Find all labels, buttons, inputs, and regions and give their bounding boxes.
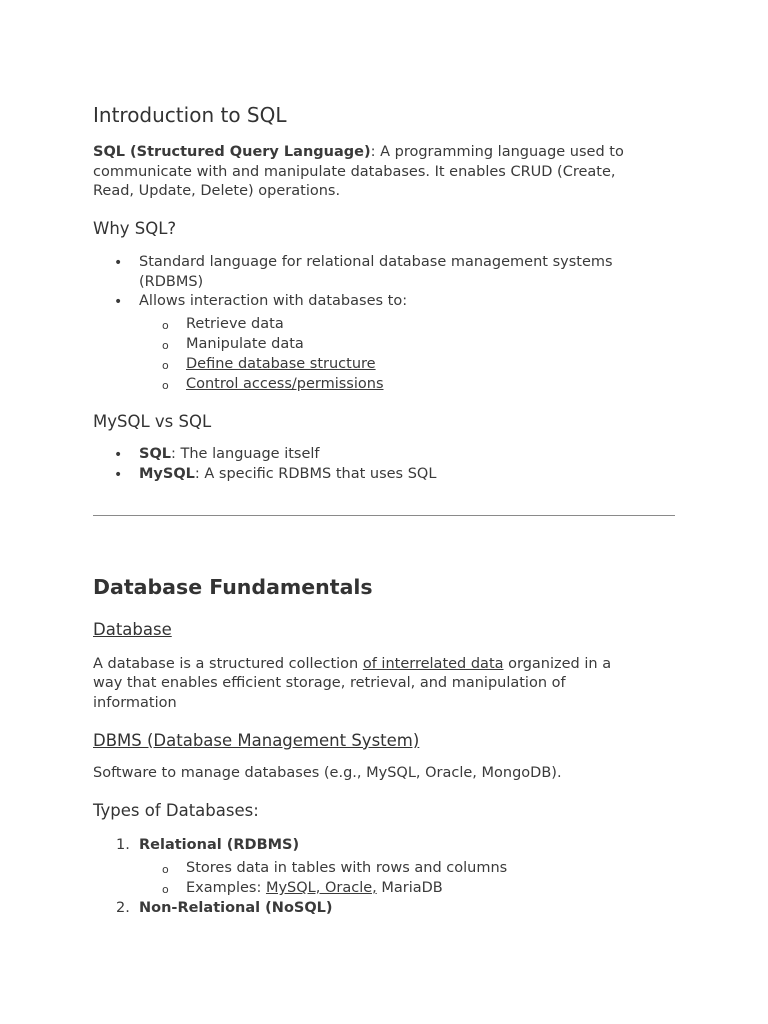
database-heading: Database (93, 620, 172, 639)
intro-definition-line1 (93, 143, 624, 163)
types-heading: Types of Databases: (93, 801, 259, 820)
mysql-vs-sql-heading: MySQL vs SQL (93, 412, 212, 431)
list-number-1: 1. (116, 837, 130, 853)
dbms-text: Software to manage databases (e.g., MySQL, Oracle, MongoDB). (93, 765, 562, 781)
dbms-heading: DBMS (Database Management System) (93, 731, 420, 750)
why-bullet-1-line1: Standard language for relational database management systems (139, 254, 613, 270)
database-def-text-a: A database is a structured collection (93, 656, 363, 672)
sql-label: SQL (139, 446, 172, 462)
why-bullet-1-line2: (RDBMS) (139, 274, 204, 290)
mysql-description: : A specific RDBMS that uses SQL (194, 466, 437, 482)
sub-bullet-marker: o (162, 319, 169, 332)
intro-definition-line3: Read, Update, Delete) operations. (93, 183, 341, 199)
examples-rest: MariaDB (376, 880, 443, 896)
sub-bullet-marker: o (162, 359, 169, 372)
sub-item-retrieve: Retrieve data (186, 316, 284, 332)
mysql-vs-sql-item-1 (139, 445, 320, 465)
why-sql-heading: Why SQL? (93, 219, 177, 238)
relational-sub-1: Stores data in tables with rows and columns (186, 860, 508, 876)
type-relational: Relational (RDBMS) (139, 837, 300, 853)
database-def-line2: way that enables efficient storage, retrieval, and manipulation of (93, 675, 566, 691)
database-def-line1 (93, 655, 611, 675)
list-number-2: 2. (116, 900, 130, 916)
database-def-text-b: organized in a (503, 656, 612, 672)
sql-term: SQL (Structured Query Language) (93, 144, 371, 160)
intro-definition-rest: : A programming language used to (370, 144, 624, 160)
bullet-marker: • (114, 294, 123, 310)
intro-definition-line2: communicate with and manipulate databases. It enables CRUD (Create, (93, 164, 616, 180)
fundamentals-heading: Database Fundamentals (93, 575, 373, 599)
mysql-vs-sql-item-2 (139, 465, 436, 485)
interrelated-data-link[interactable]: of interrelated data (362, 656, 504, 672)
bullet-marker: • (114, 447, 123, 463)
sub-item-control-link[interactable]: Control access/permissions (186, 376, 384, 392)
sub-bullet-marker: o (162, 863, 169, 876)
mysql-label: MySQL (139, 466, 195, 482)
type-non-relational: Non-Relational (NoSQL) (139, 900, 333, 916)
sub-item-define-link[interactable]: Define database structure (186, 356, 376, 372)
sub-bullet-marker: o (162, 883, 169, 896)
horizontal-divider (93, 515, 675, 516)
intro-title: Introduction to SQL (93, 103, 287, 127)
why-bullet-2: Allows interaction with databases to: (139, 293, 408, 309)
sub-bullet-marker: o (162, 339, 169, 352)
sub-item-manipulate: Manipulate data (186, 336, 304, 352)
bullet-marker: • (114, 467, 123, 483)
sql-description: : The language itself (171, 446, 320, 462)
bullet-marker: • (114, 255, 123, 271)
examples-link[interactable]: MySQL, Oracle, (265, 880, 377, 896)
sub-bullet-marker: o (162, 379, 169, 392)
examples-label: Examples: (186, 880, 266, 896)
database-def-line3: information (93, 695, 177, 711)
relational-sub-2 (186, 879, 443, 899)
